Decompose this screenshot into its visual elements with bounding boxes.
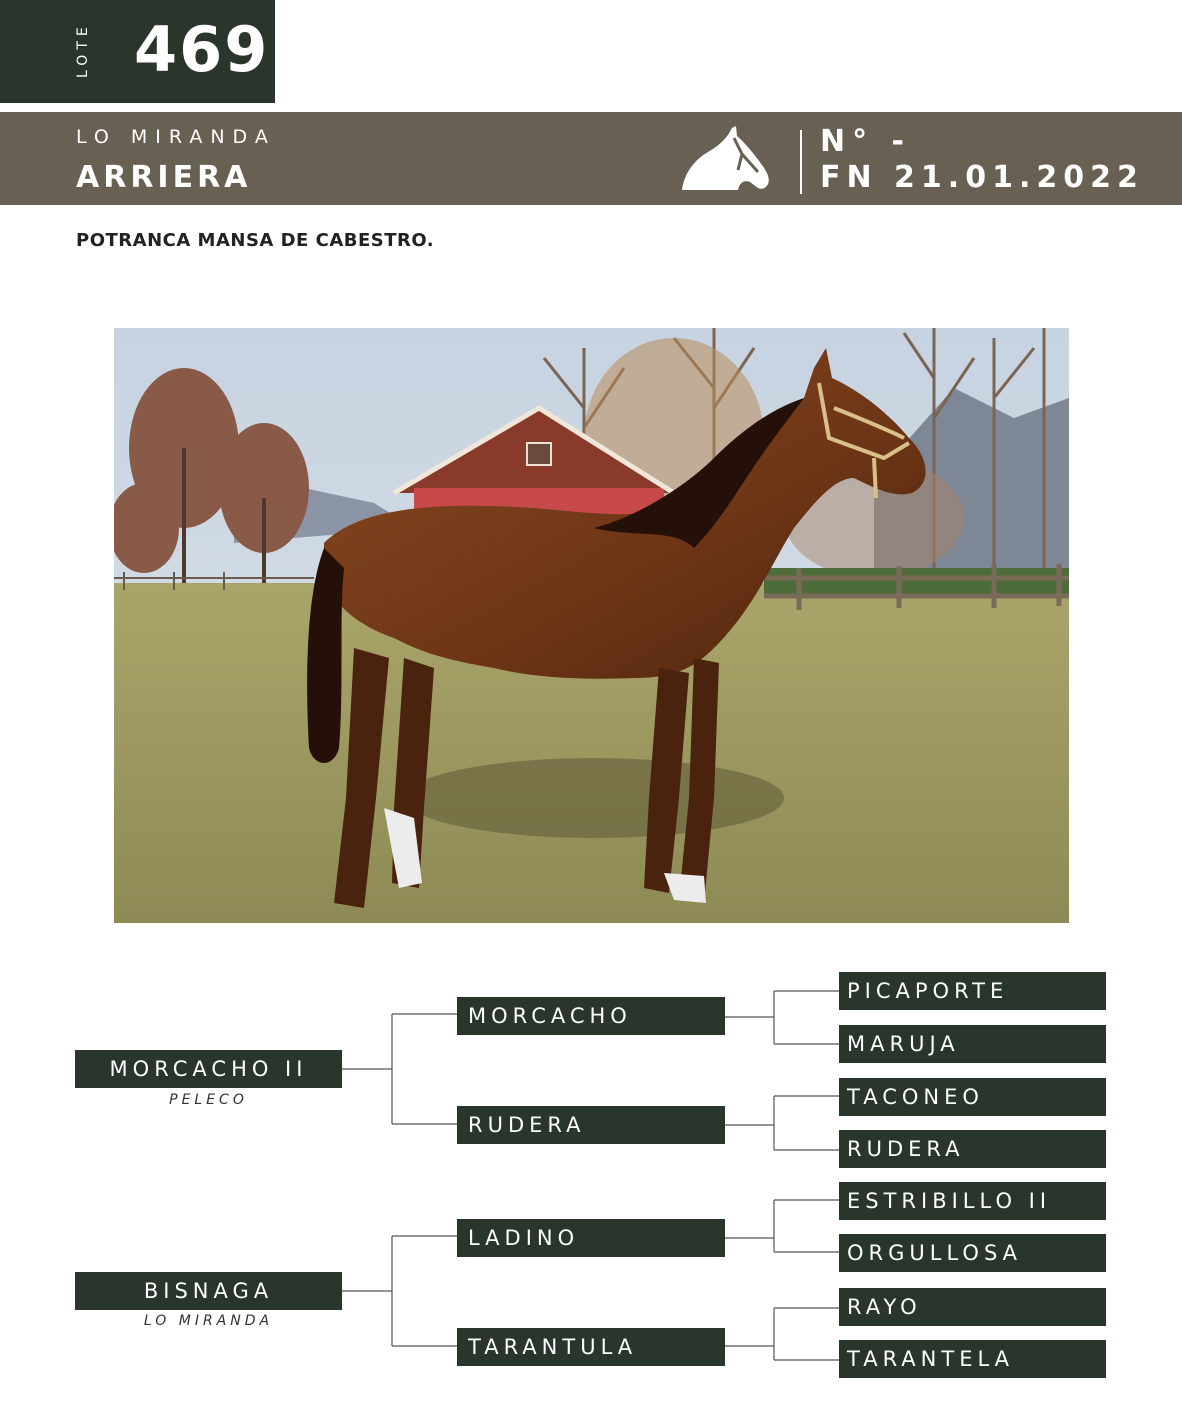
pedigree-great-grandparent: PICAPORTE <box>839 972 1106 1010</box>
pedigree-dam-breeder: LO MIRANDA <box>143 1313 274 1329</box>
registration-number: N° - <box>820 124 912 159</box>
pedigree-great-grandparent: RAYO <box>839 1288 1106 1326</box>
pedigree-sire: MORCACHO II <box>75 1050 342 1088</box>
pedigree-grandparent: TARANTULA <box>457 1328 725 1366</box>
title-band <box>0 112 1182 205</box>
pedigree-great-grandparent: TACONEO <box>839 1078 1106 1116</box>
pedigree-great-grandparent: ORGULLOSA <box>839 1234 1106 1272</box>
pedigree-grandparent: RUDERA <box>457 1106 725 1144</box>
pedigree-grandparent: MORCACHO <box>457 997 725 1035</box>
horse-photo <box>114 328 1069 923</box>
birth-date: FN 21.01.2022 <box>820 160 1144 195</box>
pedigree-great-grandparent: RUDERA <box>839 1130 1106 1168</box>
pedigree-grandparent: LADINO <box>457 1219 725 1257</box>
horse-name: ARRIERA <box>76 160 252 195</box>
lot-description: POTRANCA MANSA DE CABESTRO. <box>76 230 435 251</box>
breeder-name: LO MIRANDA <box>76 126 276 148</box>
pedigree-dam: BISNAGA <box>75 1272 342 1310</box>
band-divider <box>800 130 802 194</box>
lot-number: 469 <box>134 13 270 86</box>
horse-head-icon <box>680 124 772 192</box>
lot-badge <box>0 0 275 103</box>
pedigree-great-grandparent: TARANTELA <box>839 1340 1106 1378</box>
lot-label: LOTE <box>75 22 91 78</box>
pedigree-sire-breeder: PELECO <box>169 1092 248 1108</box>
pedigree-great-grandparent: MARUJA <box>839 1025 1106 1063</box>
pedigree-great-grandparent: ESTRIBILLO II <box>839 1182 1106 1220</box>
